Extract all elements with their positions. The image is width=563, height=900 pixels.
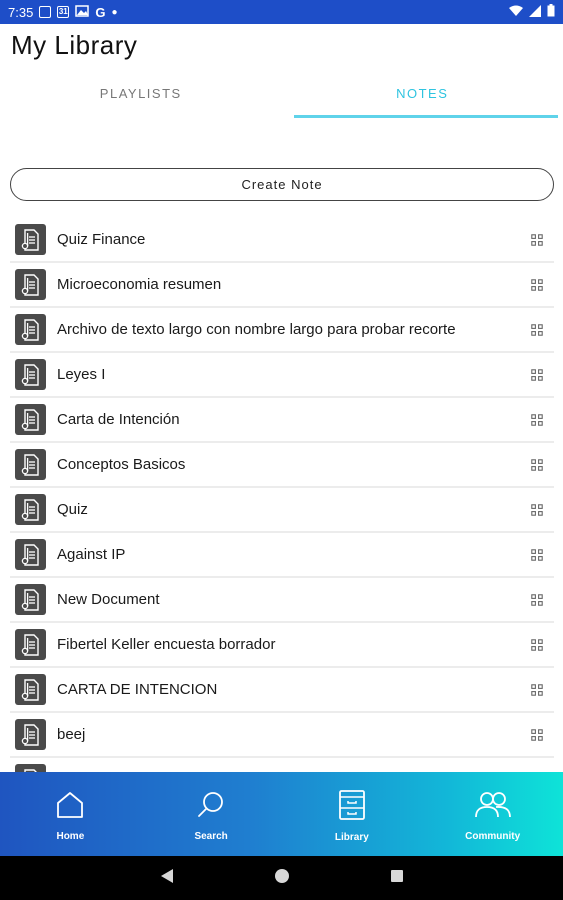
note-title: CARTA DE INTENCION bbox=[57, 681, 218, 698]
note-row[interactable] bbox=[10, 353, 554, 398]
note-row[interactable] bbox=[10, 578, 554, 623]
note-title: Archivo de texto largo con nombre largo para probar recorte bbox=[57, 321, 456, 338]
note-document-icon bbox=[15, 404, 46, 435]
drag-handle-icon[interactable] bbox=[520, 414, 554, 426]
note-title: Carta de Intención bbox=[57, 411, 180, 428]
nav-community[interactable] bbox=[422, 772, 563, 856]
note-document-icon bbox=[15, 449, 46, 480]
note-row[interactable] bbox=[10, 308, 554, 353]
note-title: Leyes I bbox=[57, 366, 106, 383]
nav-home-label: Home bbox=[56, 831, 85, 842]
note-row[interactable] bbox=[10, 668, 554, 713]
page-title: My Library bbox=[11, 30, 138, 60]
nav-search[interactable] bbox=[141, 772, 282, 856]
tab-notes[interactable]: NOTES bbox=[282, 74, 563, 120]
note-title: Conceptos Basicos bbox=[57, 456, 186, 473]
note-row[interactable] bbox=[10, 713, 554, 758]
recents-button[interactable] bbox=[390, 869, 404, 888]
create-note-button[interactable]: Create Note bbox=[10, 168, 554, 201]
drag-handle-icon[interactable] bbox=[520, 279, 554, 291]
note-title: Quiz bbox=[57, 501, 88, 518]
note-title: Microeconomia resumen bbox=[57, 276, 222, 293]
drag-handle-icon[interactable] bbox=[520, 369, 554, 381]
nav-home[interactable] bbox=[0, 772, 141, 856]
note-document-icon bbox=[15, 269, 46, 300]
community-icon bbox=[474, 790, 512, 825]
nav-library[interactable] bbox=[282, 772, 423, 856]
calendar-icon bbox=[39, 6, 51, 18]
drag-handle-icon[interactable] bbox=[520, 639, 554, 651]
note-title: beej bbox=[57, 726, 86, 743]
note-row[interactable] bbox=[10, 758, 554, 772]
calendar-31-icon: 31 bbox=[58, 7, 68, 16]
note-document-icon bbox=[15, 224, 46, 255]
note-document-icon bbox=[15, 314, 46, 345]
note-document-icon bbox=[15, 674, 46, 705]
status-time: 7:35 bbox=[8, 4, 34, 20]
note-title: Fibertel Keller encuesta borrador bbox=[57, 636, 276, 653]
drag-handle-icon[interactable] bbox=[520, 549, 554, 561]
home-icon bbox=[55, 790, 85, 825]
note-row[interactable] bbox=[10, 443, 554, 488]
nav-search-label: Search bbox=[194, 831, 228, 842]
note-title: Against IP bbox=[57, 546, 126, 563]
back-button[interactable] bbox=[160, 868, 174, 889]
note-title: New Document bbox=[57, 591, 160, 608]
note-row[interactable] bbox=[10, 533, 554, 578]
battery-icon bbox=[547, 4, 555, 20]
note-document-icon bbox=[15, 764, 46, 772]
drag-handle-icon[interactable] bbox=[520, 594, 554, 606]
status-bar bbox=[0, 0, 563, 24]
google-icon: G bbox=[95, 4, 106, 20]
signal-icon bbox=[529, 5, 541, 20]
note-row[interactable] bbox=[10, 623, 554, 668]
photo-icon bbox=[75, 5, 89, 20]
drag-handle-icon[interactable] bbox=[520, 234, 554, 246]
note-row[interactable] bbox=[10, 263, 554, 308]
drag-handle-icon[interactable] bbox=[520, 459, 554, 471]
note-document-icon bbox=[15, 584, 46, 615]
system-navigation-bar bbox=[0, 856, 563, 900]
note-document-icon bbox=[15, 494, 46, 525]
note-row[interactable] bbox=[10, 398, 554, 443]
note-document-icon bbox=[15, 539, 46, 570]
search-icon bbox=[196, 790, 226, 825]
nav-community-label: Community bbox=[465, 831, 521, 842]
note-document-icon bbox=[15, 719, 46, 750]
wifi-icon bbox=[509, 5, 523, 20]
note-row[interactable] bbox=[10, 218, 554, 263]
bottom-navigation bbox=[0, 772, 563, 856]
note-document-icon bbox=[15, 359, 46, 390]
nav-library-label: Library bbox=[334, 832, 369, 843]
note-document-icon bbox=[15, 629, 46, 660]
drag-handle-icon[interactable] bbox=[520, 729, 554, 741]
drag-handle-icon[interactable] bbox=[520, 684, 554, 696]
tab-playlists[interactable]: PLAYLISTS bbox=[99, 85, 182, 101]
dot-icon: ● bbox=[111, 6, 118, 18]
library-tabs bbox=[0, 74, 563, 120]
note-title: Quiz Finance bbox=[57, 231, 146, 248]
note-row[interactable] bbox=[10, 488, 554, 533]
drag-handle-icon[interactable] bbox=[520, 324, 554, 336]
home-button[interactable] bbox=[274, 868, 290, 889]
library-icon bbox=[337, 789, 367, 826]
notes-list bbox=[10, 218, 554, 772]
drag-handle-icon[interactable] bbox=[520, 504, 554, 516]
